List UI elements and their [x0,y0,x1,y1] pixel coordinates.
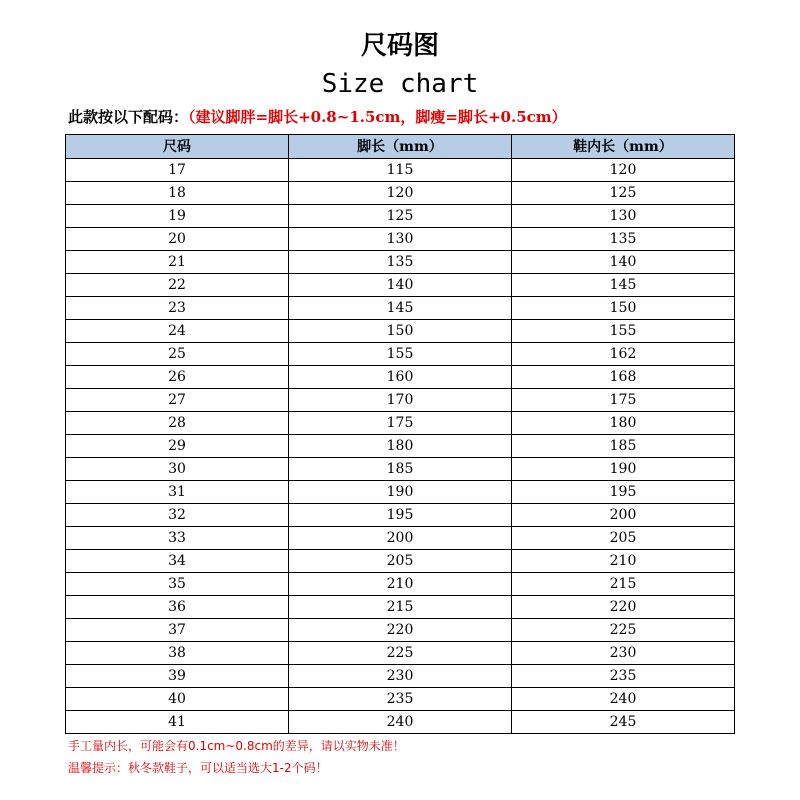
cell-shoe-inner-length: 155 [512,320,735,343]
cell-size: 21 [66,251,289,274]
cell-shoe-inner-length: 235 [512,665,735,688]
table-row [66,642,735,665]
size-table-body [66,159,735,734]
cell-foot-length: 145 [289,297,512,320]
cell-size: 31 [66,481,289,504]
sizing-note-advice: （建议脚胖=脚长+0.8~1.5cm，脚瘦=脚长+0.5cm） [188,108,567,126]
sizing-note-prefix: 此款按以下配码： [68,108,189,126]
cell-shoe-inner-length: 195 [512,481,735,504]
cell-size: 23 [66,297,289,320]
cell-foot-length: 180 [289,435,512,458]
table-row [66,504,735,527]
column-header-shoe-inner-length: 鞋内长（mm） [512,135,735,159]
table-row [66,619,735,642]
cell-size: 38 [66,642,289,665]
cell-shoe-inner-length: 245 [512,711,735,734]
column-header-size: 尺码 [66,135,289,159]
size-table [65,134,735,734]
cell-size: 19 [66,205,289,228]
cell-shoe-inner-length: 135 [512,228,735,251]
cell-foot-length: 140 [289,274,512,297]
footer-note-measurement: 手工量内长，可能会有0.1cm~0.8cm的差异，请以实物未准！ [68,739,405,753]
cell-shoe-inner-length: 185 [512,435,735,458]
cell-foot-length: 125 [289,205,512,228]
cell-foot-length: 240 [289,711,512,734]
table-row [66,228,735,251]
table-row [66,159,735,182]
cell-shoe-inner-length: 125 [512,182,735,205]
cell-foot-length: 135 [289,251,512,274]
cell-size: 22 [66,274,289,297]
cell-foot-length: 210 [289,573,512,596]
table-row [66,596,735,619]
cell-size: 36 [66,596,289,619]
cell-size: 40 [66,688,289,711]
cell-size: 41 [66,711,289,734]
table-row [66,320,735,343]
table-row [66,550,735,573]
cell-foot-length: 150 [289,320,512,343]
table-row [66,366,735,389]
cell-shoe-inner-length: 210 [512,550,735,573]
table-row [66,412,735,435]
page-subtitle: Size chart [321,69,479,99]
cell-size: 27 [66,389,289,412]
cell-size: 20 [66,228,289,251]
cell-foot-length: 115 [289,159,512,182]
table-row [66,458,735,481]
table-row [66,343,735,366]
table-row [66,274,735,297]
table-row [66,251,735,274]
cell-size: 30 [66,458,289,481]
cell-foot-length: 195 [289,504,512,527]
cell-foot-length: 200 [289,527,512,550]
table-row [66,711,735,734]
cell-foot-length: 235 [289,688,512,711]
cell-shoe-inner-length: 168 [512,366,735,389]
cell-shoe-inner-length: 220 [512,596,735,619]
cell-size: 35 [66,573,289,596]
cell-foot-length: 215 [289,596,512,619]
header-row [66,135,735,159]
cell-shoe-inner-length: 145 [512,274,735,297]
cell-foot-length: 230 [289,665,512,688]
table-row [66,665,735,688]
cell-shoe-inner-length: 230 [512,642,735,665]
cell-shoe-inner-length: 150 [512,297,735,320]
table-row [66,297,735,320]
table-row [66,205,735,228]
cell-foot-length: 175 [289,412,512,435]
cell-size: 28 [66,412,289,435]
cell-foot-length: 155 [289,343,512,366]
cell-size: 18 [66,182,289,205]
cell-shoe-inner-length: 175 [512,389,735,412]
cell-size: 39 [66,665,289,688]
cell-shoe-inner-length: 215 [512,573,735,596]
cell-size: 25 [66,343,289,366]
column-header-foot-length: 脚长（mm） [289,135,512,159]
cell-shoe-inner-length: 120 [512,159,735,182]
table-row [66,435,735,458]
table-row [66,481,735,504]
cell-size: 29 [66,435,289,458]
cell-size: 24 [66,320,289,343]
cell-shoe-inner-length: 205 [512,527,735,550]
cell-foot-length: 185 [289,458,512,481]
cell-foot-length: 190 [289,481,512,504]
cell-foot-length: 160 [289,366,512,389]
cell-foot-length: 130 [289,228,512,251]
cell-shoe-inner-length: 225 [512,619,735,642]
cell-shoe-inner-length: 162 [512,343,735,366]
cell-foot-length: 120 [289,182,512,205]
cell-foot-length: 220 [289,619,512,642]
cell-shoe-inner-length: 180 [512,412,735,435]
cell-size: 32 [66,504,289,527]
sizing-note [68,104,788,130]
cell-shoe-inner-length: 140 [512,251,735,274]
cell-size: 26 [66,366,289,389]
table-row [66,527,735,550]
cell-size: 33 [66,527,289,550]
cell-foot-length: 170 [289,389,512,412]
cell-shoe-inner-length: 190 [512,458,735,481]
cell-size: 34 [66,550,289,573]
table-row [66,389,735,412]
page-title: 尺码图 [360,31,439,61]
footer-note-tip: 温馨提示：秋冬款鞋子，可以适当选大1-2个码！ [68,761,328,775]
cell-size: 17 [66,159,289,182]
table-row [66,182,735,205]
cell-shoe-inner-length: 130 [512,205,735,228]
table-row [66,688,735,711]
size-table-header [66,135,735,159]
cell-shoe-inner-length: 200 [512,504,735,527]
cell-size: 37 [66,619,289,642]
table-row [66,573,735,596]
cell-shoe-inner-length: 240 [512,688,735,711]
cell-foot-length: 225 [289,642,512,665]
cell-foot-length: 205 [289,550,512,573]
